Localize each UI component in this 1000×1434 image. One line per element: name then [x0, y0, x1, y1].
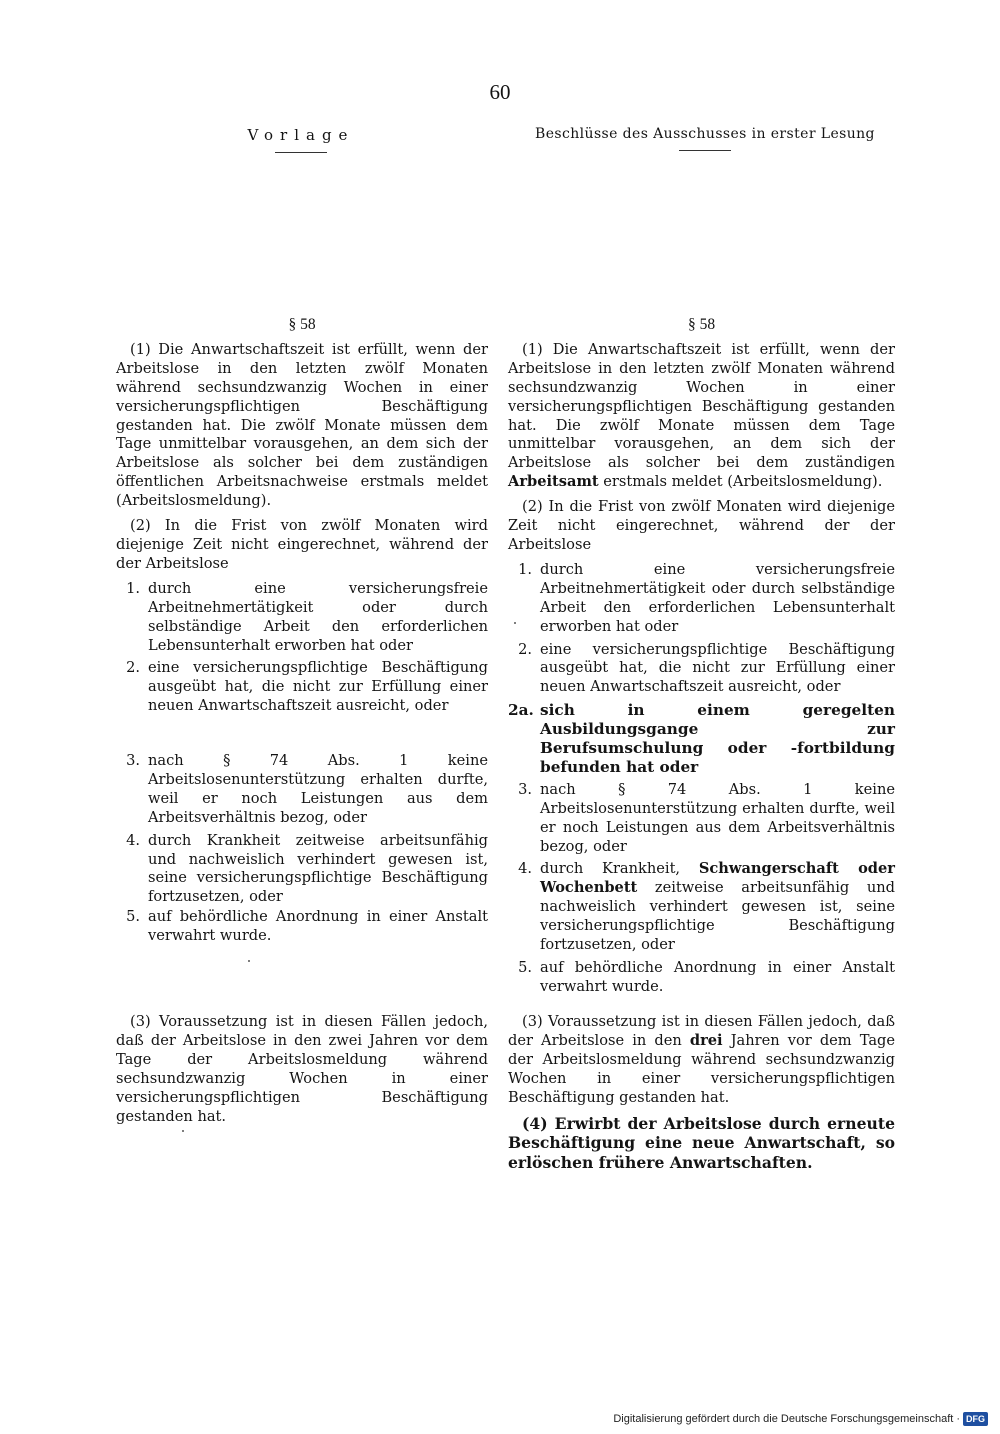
item-number: 3. — [518, 780, 532, 798]
item-number: 1. — [518, 560, 532, 578]
item-number: 4. — [126, 831, 140, 849]
list-item — [116, 580, 488, 656]
left-column-heading — [236, 126, 366, 153]
dfg-logo: DFG — [963, 1412, 988, 1426]
right-column-heading — [520, 126, 890, 151]
paragraph-4-inserted: (4) Erwirbt der Arbeitslose durch erneute Beschäftigung eine neue Anwartschaft, so erlöschen frühere Anwartschaften. — [508, 1113, 895, 1172]
paragraph-2: (2) In die Frist von zwölf Monaten wird diejenige Zeit nicht eingerechnet, während der der Arbeitslose — [116, 517, 488, 572]
item-text: durch Krankheit zeitweise arbeitsunfähig und nachweislich verhindert gewesen ist, seine versicherungspflichtige Beschäftigung fortzusetzen, oder — [148, 831, 488, 906]
list-item — [116, 659, 488, 716]
heading-rule — [275, 152, 327, 153]
item-text: sich in einem geregelten Ausbildungsgange zur Berufsumschulung oder -fortbildung befunden hat oder — [540, 701, 895, 776]
item-number: 4. — [518, 860, 532, 878]
item-number: 2a. — [508, 701, 534, 720]
section-number: § 58 — [687, 316, 716, 333]
list-item-inserted — [508, 701, 895, 777]
paragraph-1-text: (1) Die Anwartschaftszeit ist erfüllt, wenn der Arbeitslose in den letzten zwölf Monaten während sechsundzwanzig Wochen in einer versicherungspflichtigen Beschäftigung gestanden hat. Die zwölf Monate müssen dem Tage unmittelbar vorausgehen, an dem sich der Arbeitslose als solcher bei dem zuständigen — [508, 340, 895, 472]
item-number: 5. — [126, 908, 140, 925]
item-number: 1. — [126, 579, 140, 597]
paragraph-3 — [508, 1013, 895, 1108]
scan-speck — [248, 960, 250, 962]
right-column-section58-top — [508, 316, 895, 1001]
item-text: durch eine versicherungsfreie Arbeitnehmertätigkeit oder durch selbständige Arbeit den erforderlichen Lebensunterhalt erworben hat oder — [148, 579, 488, 654]
item-number: 2. — [126, 659, 140, 677]
item-text: durch eine versicherungsfreie Arbeitnehmertätigkeit oder durch selbständige Arbeit den erforderlichen Lebensunterhalt erworben hat oder — [540, 560, 895, 635]
list-item — [116, 908, 488, 946]
left-column-section58-top — [116, 316, 488, 720]
right-column-paragraphs-lower — [508, 1013, 895, 1178]
paragraph-2: (2) In die Frist von zwölf Monaten wird diejenige Zeit nicht eingerechnet, während der der Arbeitslose — [508, 498, 895, 553]
item-number: 5. — [518, 959, 532, 976]
heading-rule — [679, 150, 731, 151]
footer-separator: · — [956, 1413, 960, 1425]
list-item — [116, 832, 488, 908]
paragraph-3-text-end: Jahren vor dem Tage der Arbeitslosmeldung während sechsundzwanzig Wochen in einer versicherungspflichtigen Beschäftigung gestanden hat. — [508, 1031, 896, 1106]
item-number: 3. — [126, 752, 140, 769]
list-item — [116, 752, 488, 828]
list-item — [508, 561, 895, 637]
item-text-start: durch Krankheit, — [540, 860, 681, 878]
item-text: nach § 74 Abs. 1 keine Arbeitslosenunterstützung erhalten durfte, weil er noch Leistungen aus dem Arbeitsverhältnis bezog, oder — [540, 780, 895, 855]
item-text: nach § 74 Abs. 1 keine Arbeitslosenunterstützung erhalten durfte, weil er noch Leistungen aus dem Arbeitsverhältnis bezog, oder — [148, 752, 488, 826]
paragraph-3: (3) Voraussetzung ist in diesen Fällen jedoch, daß der Arbeitslose in den zwei Jahren vor dem Tage der Arbeitslosmeldung während sechsundzwanzig Wochen in einer versicherungspflichtigen Beschäftigung gestanden hat. — [116, 1013, 488, 1125]
section-number: § 58 — [288, 316, 316, 333]
paragraph-1 — [508, 341, 895, 492]
page-number: 60 — [489, 80, 511, 104]
list-item — [508, 860, 895, 955]
footer-text: Digitalisierung gefördert durch die Deutsche Forschungsgemeinschaft — [613, 1413, 954, 1425]
item-number: 2. — [518, 640, 532, 658]
left-column-heading-text: Vorlage — [247, 126, 355, 144]
paragraph-3-text: (3) Voraussetzung ist in diesen Fällen jedoch, daß der Arbeitslose in den — [508, 1013, 895, 1049]
item-text-end: zeitweise arbeitsunfähig und nachweislich verhindert gewesen ist, seine versicherungspflichtige Beschäftigung fortzusetzen, oder — [540, 879, 896, 954]
item-text: auf behördliche Anordnung in einer Anstalt verwahrt wurde. — [148, 908, 488, 944]
left-column-item5 — [116, 908, 488, 950]
amended-term: Arbeitsamt — [508, 473, 599, 491]
amended-term: Schwangerschaft oder Wochenbett — [540, 860, 895, 897]
left-column-items-lower — [116, 752, 488, 911]
scan-speck — [182, 1130, 184, 1132]
list-item — [508, 641, 895, 698]
scan-speck — [514, 622, 516, 624]
left-column-paragraph-3 — [116, 1013, 488, 1132]
item-text: eine versicherungspflichtige Beschäftigung ausgeübt hat, die nicht zur Erfüllung einer neuen Anwartschaftszeit ausreicht, oder — [148, 659, 488, 715]
amended-term: drei — [689, 1031, 723, 1049]
item-text — [540, 860, 895, 955]
list-item — [508, 959, 895, 997]
paragraph-1: (1) Die Anwartschaftszeit ist erfüllt, wenn der Arbeitslose in den letzten zwölf Monaten während sechsundzwanzig Wochen in einer versicherungspflichtigen Beschäftigung gestanden hat. Die zwölf Monate müssen dem Tage unmittelbar vorausgehen, an dem sich der Arbeitslose als solcher bei dem zuständigen öffentlichen Arbeitsnachweise erstmals meldet (Arbeitslosmeldung). — [116, 340, 488, 510]
item-text: eine versicherungspflichtige Beschäftigung ausgeübt hat, die nicht zur Erfüllung einer neuen Anwartschaftszeit ausreicht, oder — [540, 640, 895, 696]
right-column-heading-text: Beschlüsse des Ausschusses in erster Lesung — [535, 126, 875, 142]
digitization-footer — [613, 1412, 988, 1426]
list-item — [508, 781, 895, 857]
item-text: auf behördliche Anordnung in einer Anstalt verwahrt wurde. — [540, 959, 895, 995]
paragraph-1-text-end: erstmals meldet (Arbeitslosmeldung). — [603, 473, 883, 491]
